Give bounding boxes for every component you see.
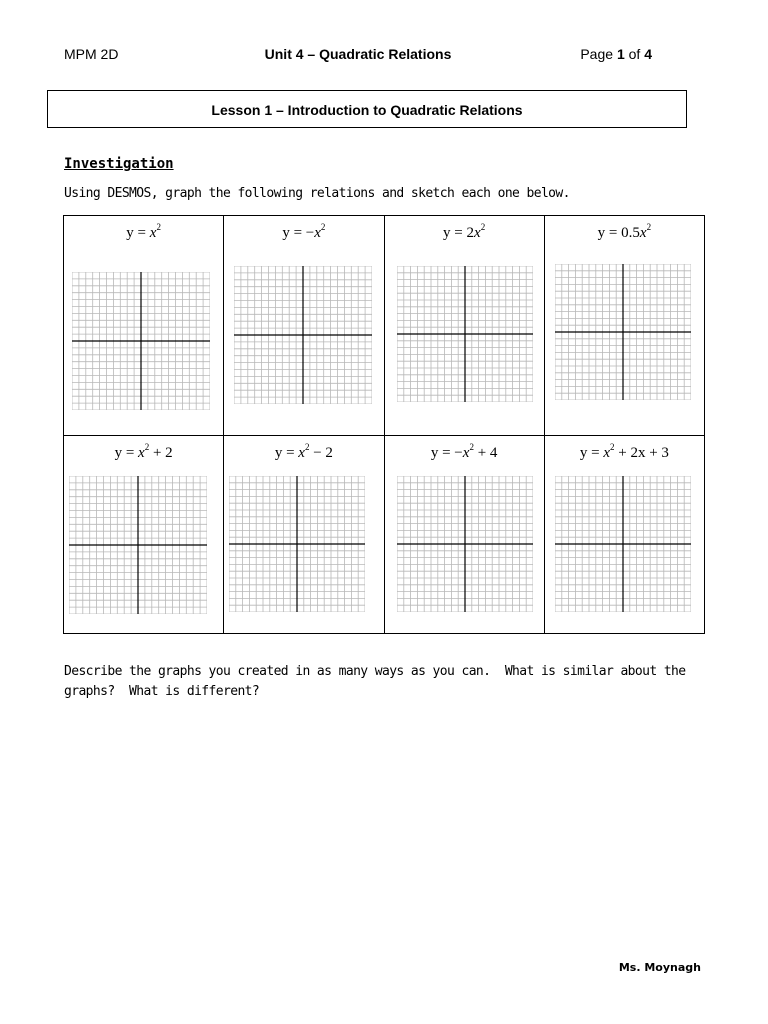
equation-label — [385, 222, 544, 244]
equation-lhs: y = — [126, 225, 150, 241]
equation-rest: + 2x + 3 — [614, 444, 669, 461]
equation-lhs: y = — [274, 444, 299, 461]
equation-exp: 2 — [646, 222, 652, 232]
coordinate-grid[interactable] — [397, 476, 533, 612]
equation-label — [545, 222, 704, 244]
equation-label — [224, 222, 383, 244]
coordinate-grid[interactable] — [69, 476, 207, 614]
equation-lhs: y = 0.5 — [597, 225, 640, 241]
equation-var: x — [474, 225, 481, 241]
equation-var: x — [298, 444, 305, 461]
instructions-text: Using DESMOS, graph the following relations and sketch each one below. — [64, 186, 570, 201]
equation-label — [385, 442, 544, 464]
equation-lhs: y = − — [430, 444, 463, 461]
graph-cell — [384, 435, 544, 633]
equation-var: x — [462, 444, 470, 461]
equation-var: x — [314, 225, 321, 241]
equation-exp: 2 — [609, 441, 615, 452]
equation-label — [64, 222, 223, 244]
describe-prompt: Describe the graphs you created in as many ways as you can. What is similar about the graphs? What is different? — [64, 664, 686, 699]
graph-cell — [544, 216, 704, 436]
coordinate-grid[interactable] — [397, 266, 533, 402]
graph-cell — [384, 216, 544, 436]
page-total: 4 — [644, 46, 652, 62]
coordinate-grid[interactable] — [229, 476, 365, 612]
equation-rest: + 4 — [473, 444, 498, 461]
coordinate-grid[interactable] — [555, 476, 691, 612]
page-of: of — [624, 46, 645, 62]
equation-exp: 2 — [480, 222, 486, 232]
teacher-name: Ms. Moynagh — [618, 961, 701, 974]
graph-cell — [544, 435, 704, 633]
equation-exp: 2 — [144, 441, 150, 452]
equation-label — [545, 442, 704, 464]
coordinate-grid[interactable] — [555, 264, 691, 400]
equation-var: x — [639, 225, 647, 241]
equation-var: x — [603, 444, 610, 461]
equation-var: x — [138, 444, 145, 461]
unit-title: Unit 4 – Quadratic Relations — [264, 46, 452, 62]
graph-cell — [224, 216, 384, 436]
equation-exp: 2 — [469, 441, 474, 452]
section-heading: Investigation — [64, 156, 174, 172]
equation-lhs: y = — [579, 444, 604, 461]
equation-label — [224, 442, 383, 464]
equation-lhs: y = − — [282, 225, 315, 241]
equation-exp: 2 — [156, 222, 161, 232]
page-header — [64, 46, 652, 66]
coordinate-grid[interactable] — [72, 272, 210, 410]
graph-cell — [64, 435, 224, 633]
course-code: MPM 2D — [64, 46, 119, 62]
equation-label — [64, 442, 223, 464]
page-indicator — [580, 46, 652, 62]
equation-rest: + 2 — [149, 444, 173, 461]
coordinate-grid[interactable] — [234, 266, 372, 404]
equation-var: x — [149, 225, 157, 241]
page-current: 1 — [616, 46, 625, 62]
page-prefix: Page — [580, 46, 617, 62]
graph-cell — [64, 216, 224, 436]
lesson-title: Lesson 1 – Introduction to Quadratic Relations — [47, 90, 687, 128]
graph-cell — [224, 435, 384, 633]
equation-exp: 2 — [320, 222, 326, 232]
equation-rest: − 2 — [309, 444, 333, 461]
equation-lhs: y = 2 — [443, 225, 475, 241]
graph-table — [63, 215, 705, 634]
equation-lhs: y = — [114, 444, 139, 461]
equation-exp: 2 — [304, 441, 310, 452]
